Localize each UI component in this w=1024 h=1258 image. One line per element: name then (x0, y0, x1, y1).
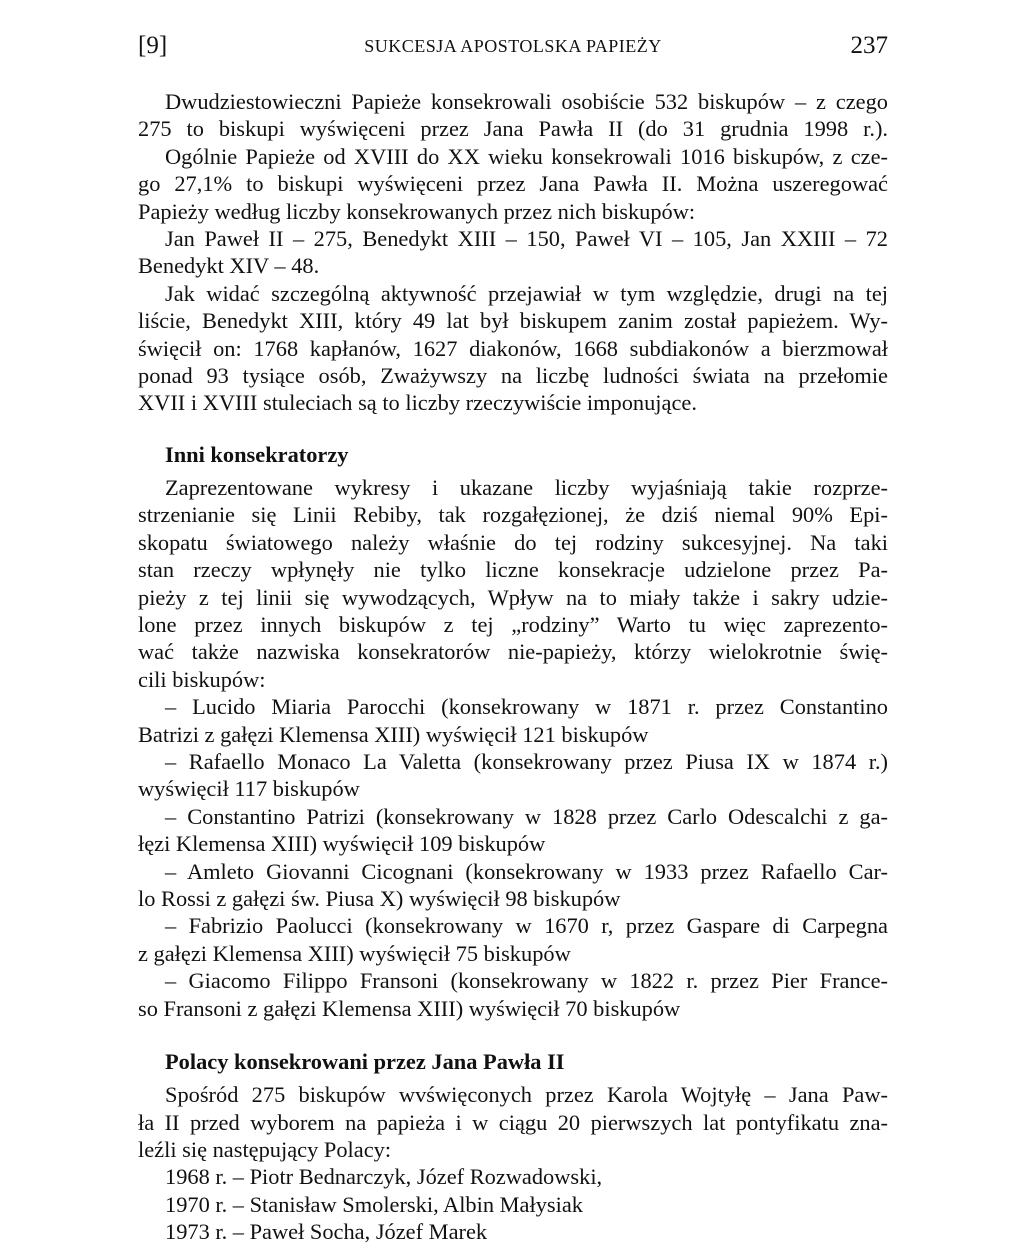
text-line: z gałęzi Klemensa XIII) wyświęcił 75 biskupów (138, 940, 571, 966)
text-line: 275 to biskupi wyświęceni przez Jana Pawła II (do 31 grudnia 1998 r.). (138, 116, 888, 142)
text-line: cili biskupów: (138, 666, 266, 692)
text-line: Zaprezentowane wykresy i ukazane liczby wyjaśniają takie rozprze- (165, 475, 888, 501)
text-line: – Constantino Patrizi (konsekrowany w 1828 przez Carlo Odescalchi z ga- (165, 803, 888, 829)
paragraph-polish-bishops (138, 1081, 888, 1163)
text-line: – Lucido Miaria Parocchi (konsekrowany w 1871 r. przez Constantino (165, 694, 888, 720)
text-line: wyświęcił 117 biskupów (138, 776, 360, 802)
text-line: – Amleto Giovanni Cicognani (konsekrowany w 1933 przez Rafaello Car- (165, 858, 888, 884)
paragraph-popes-statistics (138, 88, 888, 280)
list-item (138, 858, 888, 913)
list-item (138, 967, 888, 1022)
text-line: leźli się następujący Polacy: (138, 1137, 392, 1163)
text-line: strzenianie się Linii Rebiby, tak rozgałęzionej, że dziś niemal 90% Epi- (138, 502, 888, 528)
list-item (138, 803, 888, 858)
text-line: Benedykt XIV – 48. (138, 253, 320, 279)
polish-bishops-list (138, 1163, 888, 1245)
text-line: Spośród 275 biskupów wvświęconych przez Karola Wojtyłę – Jana Paw- (165, 1082, 888, 1108)
text-line: pieży z tej linii się wywodzących, Wpływ na to miały także i sakry udzie- (138, 584, 888, 610)
section-heading-polish-bishops: Polacy konsekrowani przez Jana Pawła II (165, 1048, 565, 1074)
page-body (138, 88, 888, 1246)
text-line: skopatu światowego należy właśnie do tej rodziny sukcesyjnej. Na taki (138, 529, 888, 555)
list-item (138, 748, 888, 803)
text-line: lo Rossi z gałęzi św. Piusa X) wyświęcił 98 biskupów (138, 885, 621, 911)
text-line: Jan Paweł II – 275, Benedykt XIII – 150, Paweł VI – 105, Jan XXIII – 72 (165, 225, 888, 251)
text-line: Jak widać szczególną aktywność przejawiał w tym względzie, drugi na tej (165, 280, 888, 306)
paragraph-benedict-xiii (138, 280, 888, 417)
text-line: Dwudziestowieczni Papieże konsekrowali osobiście 532 biskupów – z czego (165, 89, 888, 114)
list-item: 1970 r. – Stanisław Smolerski, Albin Małysiak (165, 1191, 583, 1217)
text-line: lone przez innych biskupów z tej „rodziny” Warto tu więc zaprezento- (138, 612, 888, 638)
text-line: – Rafaello Monaco La Valetta (konsekrowany przez Piusa IX w 1874 r.) (165, 748, 888, 774)
chapter-number: [9] (138, 32, 168, 59)
text-line: – Fabrizio Paolucci (konsekrowany w 1670 r, przez Gaspare di Carpegna (165, 913, 888, 939)
running-header (138, 32, 888, 66)
list-item: 1968 r. – Piotr Bednarczyk, Józef Rozwadowski, (165, 1164, 603, 1190)
text-line: liście, Benedykt XIII, który 49 lat był biskupem zanim został papieżem. Wy- (138, 308, 888, 334)
page-number: 237 (850, 32, 888, 59)
running-title: SUKCESJA APOSTOLSKA PAPIEŻY (364, 36, 662, 56)
consecrators-list (138, 693, 888, 1022)
text-line: – Giacomo Filippo Fransoni (konsekrowany w 1822 r. przez Pier France- (165, 968, 888, 994)
text-line: so Fransoni z gałęzi Klemensa XIII) wyświęcił 70 biskupów (138, 995, 681, 1021)
list-item (138, 912, 888, 967)
text-line: XVII i XVIII stuleciach są to liczby rzeczywiście imponujące. (138, 390, 697, 416)
text-line: Batrizi z gałęzi Klemensa XIII) wyświęcił 121 biskupów (138, 721, 649, 747)
text-line: święcił on: 1768 kapłanów, 1627 diakonów, 1668 subdiakonów a bierzmował (138, 335, 888, 361)
text-line: stan rzeczy wpłynęły nie tylko liczne konsekracje udzielone przez Pa- (138, 557, 888, 583)
paragraph-rebiba-line (138, 474, 888, 693)
text-line: wać także nazwiska konsekratorów nie-papieży, którzy wielokrotnie świę- (138, 639, 888, 665)
text-line: Ogólnie Papieże od XVIII do XX wieku konsekrowali 1016 biskupów, z cze- (165, 143, 888, 169)
text-line: ła II przed wyborem na papieża i w ciągu 20 pierwszych lat pontyfikatu zna- (138, 1109, 888, 1135)
section-heading-other-consecrators: Inni konsekratorzy (165, 441, 349, 467)
text-line: go 27,1% to biskupi wyświęceni przez Jana Pawła II. Można uszeregować (138, 171, 888, 197)
list-item (138, 693, 888, 748)
text-line: ponad 93 tysiące osób, Zważywszy na liczbę ludności świata na przełomie (138, 362, 888, 388)
text-line: łęzi Klemensa XIII) wyświęcił 109 biskupów (138, 831, 546, 857)
list-item: 1973 r. – Paweł Socha, Józef Marek (165, 1219, 488, 1245)
text-line: Papieży według liczby konsekrowanych przez nich biskupów: (138, 198, 696, 224)
